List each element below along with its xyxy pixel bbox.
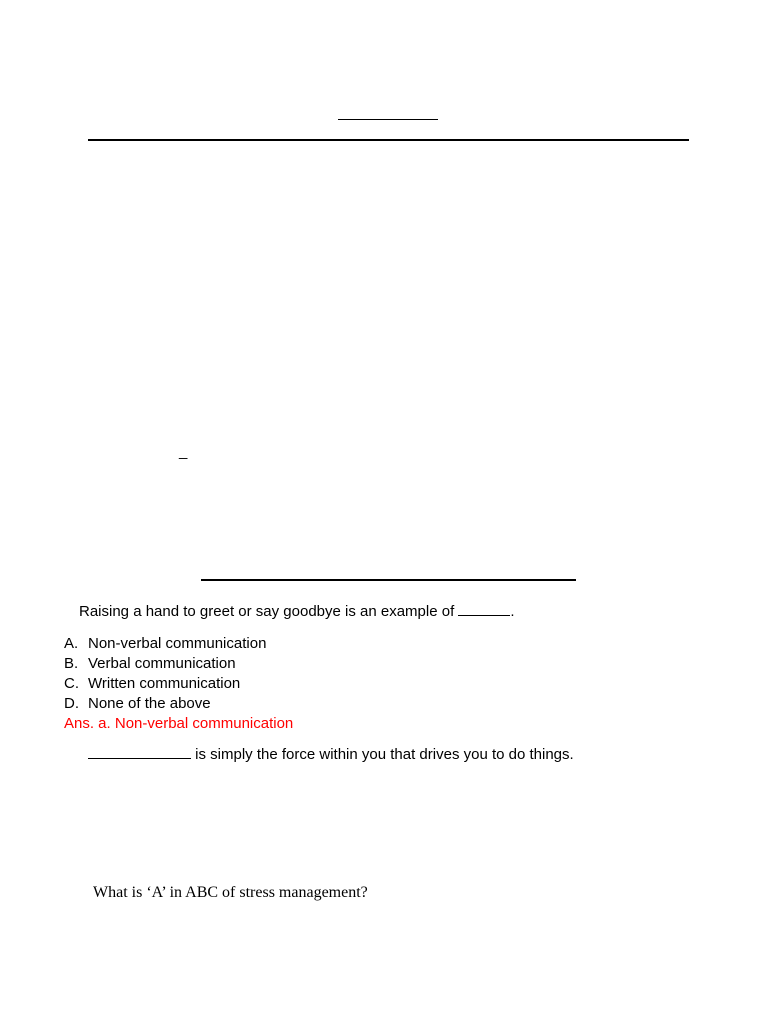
option-c-text: Written communication	[88, 675, 241, 692]
option-b	[64, 654, 236, 674]
option-c	[64, 674, 240, 694]
option-d	[64, 694, 211, 714]
question-2-suffix: is simply the force within you that drives you to do things.	[191, 746, 574, 763]
section-divider-rule	[201, 579, 576, 581]
option-a-text: Non-verbal communication	[88, 635, 267, 652]
question-2-blank	[88, 757, 191, 759]
question-1-suffix: .	[510, 603, 515, 620]
question-1-text	[79, 602, 515, 622]
option-c-letter: C.	[64, 675, 79, 692]
stray-mark: _	[179, 443, 188, 460]
question-2-text	[88, 745, 574, 765]
option-d-letter: D.	[64, 695, 79, 712]
header-divider-rule	[88, 139, 689, 141]
option-b-letter: B.	[64, 655, 79, 672]
question-1-blank	[458, 614, 510, 616]
question-1-answer: Ans. a. Non-verbal communication	[64, 715, 294, 732]
option-a-letter: A.	[64, 635, 79, 652]
option-d-text: None of the above	[88, 695, 211, 712]
title-underline-rule	[338, 119, 438, 120]
question-3-text: What is ‘A’ in ABC of stress management?	[93, 884, 368, 901]
question-1-prefix: Raising a hand to greet or say goodbye is an example of	[79, 603, 459, 620]
option-b-text: Verbal communication	[88, 655, 236, 672]
option-a	[64, 634, 266, 654]
